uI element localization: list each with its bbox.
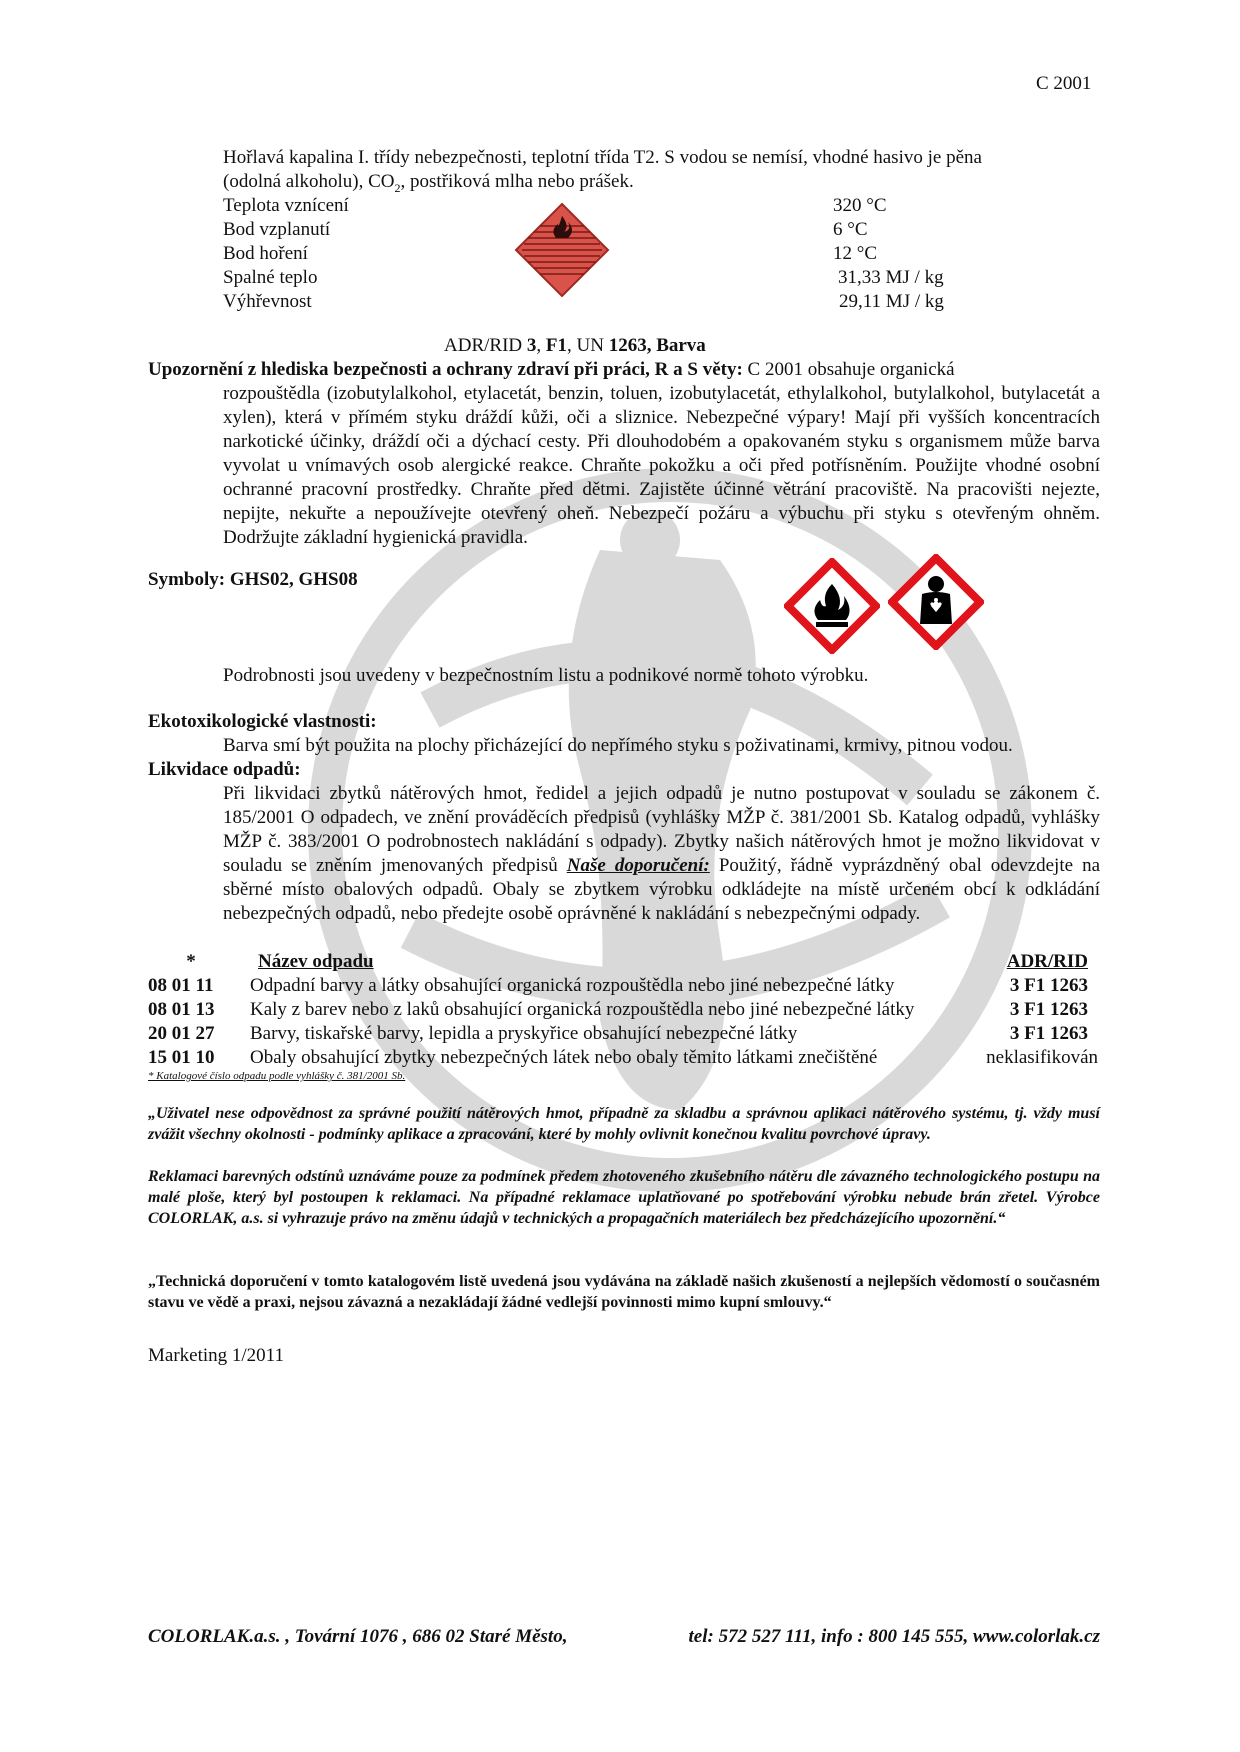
ghs-symbols-label: Symboly: GHS02, GHS08 xyxy=(148,569,358,590)
property-values xyxy=(833,194,944,314)
recommendation-label: Naše doporučení: xyxy=(566,855,710,876)
table-row xyxy=(148,1046,1098,1070)
waste-adr: 3 F1 1263 xyxy=(1009,1023,1088,1044)
property-labels xyxy=(223,194,349,314)
property-label: Teplota vznícení xyxy=(223,195,349,216)
waste-name: Kaly z barev nebo z laků obsahující organická rozpouštědla nebo jiné nebezpečné látky xyxy=(250,999,915,1020)
property-value: 320 °C xyxy=(833,195,887,216)
disposal-heading: Likvidace odpadů: xyxy=(148,759,301,780)
adr-classification: ADR/RID 3, F1, UN 1263, Barva xyxy=(444,335,706,356)
property-label: Spalné teplo xyxy=(223,267,318,288)
footer-contact: tel: 572 527 111, info : 800 145 555, www.colorlak.cz xyxy=(688,1626,1100,1647)
waste-name: Odpadní barvy a látky obsahující organická rozpouštědla nebo jiné nebezpečné látky xyxy=(250,975,895,996)
safety-warning-heading: Upozornění z hlediska bezpečnosti a ochrany zdraví při práci, R a S věty: xyxy=(148,359,743,380)
property-value: 29,11 MJ / kg xyxy=(839,291,944,312)
header-adr: ADR/RID xyxy=(1006,951,1088,972)
waste-code: 08 01 13 xyxy=(148,999,215,1020)
safety-warning: Upozornění z hlediska bezpečnosti a ochrany zdraví při práci, R a S věty: C 2001 obsahuje organická xyxy=(148,359,955,380)
waste-code: 15 01 10 xyxy=(148,1047,215,1068)
property-label: Bod vzplanutí xyxy=(223,219,331,240)
waste-adr: 3 F1 1263 xyxy=(1009,999,1088,1020)
flammable-liquid-diamond-icon xyxy=(514,202,610,298)
property-value: 31,33 MJ / kg xyxy=(838,267,944,288)
disposal-body: Při likvidaci zbytků nátěrových hmot, ředidel a jejich odpadů je nutno postupovat v souladu se zákonem č. 185/2001 O odpadech, ve znění prováděcích předpisů (vyhlášky MŽP č. 381/2001 Sb. Katalog odpadů, vyhlášky MŽP č. 383/2001 O podrobnostech nakládání s odpady). Zbytky našich nátěrových hmot je možno likvidovat v souladu se zněním jmenovaných předpisů Naše doporučení: Použitý, řádně vyprázdněný obal odevzdejte na sběrné místo obalových odpadů. Obaly se zbytkem výrobku odkládejte na místě určeném obcí k odkládání nebezpečných odpadů, nebo předejte osobě oprávněné k nakládání s nebezpečnými odpady. xyxy=(223,783,1101,924)
table-row xyxy=(148,974,1098,998)
ecotox-body: Barva smí být použita na plochy přicházející do nepřímého styku s poživatinami, krmivy, pitnou vodou. xyxy=(223,735,1013,756)
waste-name: Barvy, tiskařské barvy, lepidla a pryskyřice obsahující nebezpečné látky xyxy=(250,1023,798,1044)
table-header-row xyxy=(148,950,1098,974)
marketing-date: Marketing 1/2011 xyxy=(148,1345,284,1366)
waste-code: 08 01 11 xyxy=(148,975,214,996)
disclaimer-technical: „Technická doporučení v tomto katalogovém listě uvedená jsou vydávána na základě našich zkušeností a nejlepších vědomostí o současném stavu ve vědě a praxi, nejsou závazná a nezakládají žádné vedlejší povinnosti mimo kupní smlouvy.“ xyxy=(148,1273,1100,1311)
fire-class-line-2: (odolná alkoholu), $CO_2$, postřiková mlha nebo prášek. xyxy=(223,171,634,195)
safety-warning-body: rozpouštědla (izobutylalkohol, etylacetát, benzin, toluen, izobutylacetát, ethylalkohol, butylalkohol, butylacetát a xylen), která v přímém styku dráždí kůži, oči a sliznice. Nebezpečné výpary! Mají při vyšších koncentracích narkotické účinky, dráždí oči a dýchací cesty. Při dlouhodobém a opakovaném styku s organismem může barva vyvolat u vnímavých osob alergické reakce. Chraňte pokožku a oči před potřísněním. Použijte vhodné osobní ochranné pracovní prostředky. Chraňte před dětmi. Zajistěte účinné větrání pracoviště. Na pracovišti nejezte, nepijte, nekuřte a nepoužívejte otevřený oheň. Nebezpečí požáru a výbuchu při styku s otevřeným ohněm. Dodržujte základní hygienická pravidla. xyxy=(223,383,1100,548)
footer-address: COLORLAK.a.s. , Tovární 1076 , 686 02 Staré Město, xyxy=(148,1626,568,1647)
document-code: C 2001 xyxy=(1036,73,1092,94)
details-note: Podrobnosti jsou uvedeny v bezpečnostním listu a podnikové normě tohoto výrobku. xyxy=(223,665,869,686)
header-star: * xyxy=(186,951,196,972)
waste-name: Obaly obsahující zbytky nebezpečných látek nebo obaly těmito látkami znečištěné xyxy=(250,1047,878,1068)
waste-table xyxy=(148,950,1098,1070)
property-label: Výhřevnost xyxy=(223,291,312,312)
property-value: 6 °C xyxy=(833,219,868,240)
header-waste-name: Název odpadu xyxy=(258,951,374,972)
fire-class-line-1: Hořlavá kapalina I. třídy nebezpečnosti, teplotní třída T2. S vodou se nemísí, vhodné hasivo je pěna xyxy=(223,147,982,168)
table-row xyxy=(148,1022,1098,1046)
disclaimer-complaints: Reklamaci barevných odstínů uznáváme pouze za podmínek předem zhotoveného zkušebního nátěru dle závazného technologického postupu na malé ploše, který byl postoupen k reklamaci. Na případné reklamace uplatňované po spotřebování výrobku nebude brán zřetel. Výrobce COLORLAK, a.s. si vyhrazuje právo na změnu údajů v technických a propagačních materiálech bez předcházejícího upozornění.“ xyxy=(148,1168,1100,1227)
waste-code: 20 01 27 xyxy=(148,1023,215,1044)
property-label: Bod hoření xyxy=(223,243,308,264)
waste-table-footnote: * Katalogové číslo odpadu podle vyhlášky č. 381/2001 Sb. xyxy=(148,1070,406,1082)
ghs08-health-hazard-icon xyxy=(888,554,984,650)
waste-adr: neklasifikován xyxy=(986,1047,1098,1068)
table-row xyxy=(148,998,1098,1022)
property-value: 12 °C xyxy=(833,243,878,264)
waste-adr: 3 F1 1263 xyxy=(1009,975,1088,996)
disclaimer-user-responsibility: „Uživatel nese odpovědnost za správné použití nátěrových hmot, případně za skladbu a správnou aplikaci nátěrového systému, tj. vždy musí zvážit všechny okolnosti - podmínky aplikace a zpracování, které by mohly ovlivnit konečnou kvalitu povrchové úpravy. xyxy=(148,1105,1100,1143)
ghs02-flame-icon xyxy=(784,558,880,654)
ecotox-heading: Ekotoxikologické vlastnosti: xyxy=(148,711,377,732)
